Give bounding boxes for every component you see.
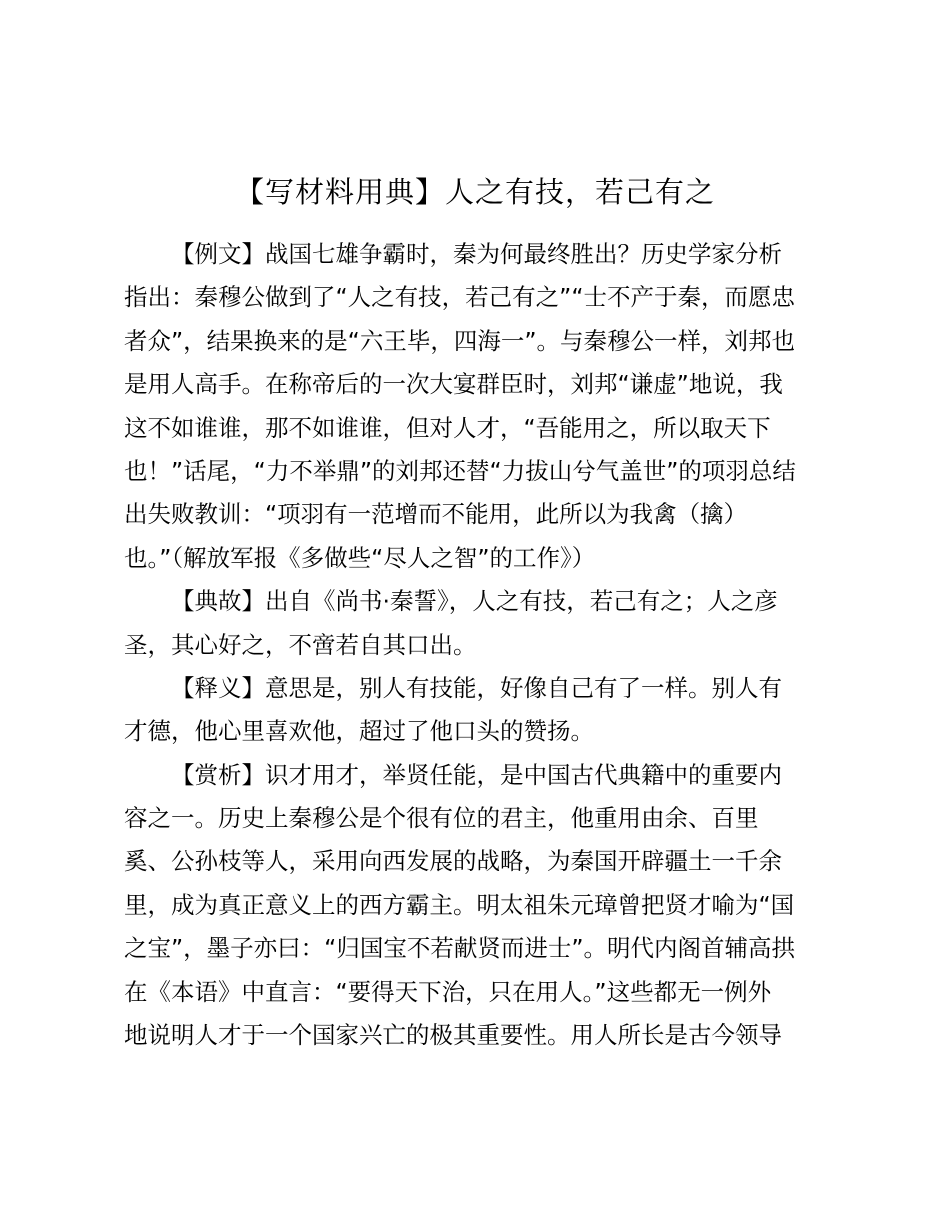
paragraph-line: 地说明人才于一个国家兴亡的极其重要性。用人所长是古今领导 (124, 1021, 782, 1050)
paragraph-line: 这不如谁谁，那不如谁谁，但对人才，“吾能用之，所以取天下 (124, 413, 771, 442)
paragraph-line: 也。”（解放军报《多做些“尽人之智”的工作》） (124, 543, 596, 572)
paragraph-line: 【例文】战国七雄争霸时，秦为何最终胜出？历史学家分析 (171, 240, 782, 268)
paragraph-line: 【释义】意思是，别人有技能，好像自己有了一样。别人有 (171, 673, 782, 702)
paragraph-line: 也！”话尾，“力不举鼎”的刘邦还替“力拔山兮气盖世”的项羽总结 (124, 456, 796, 485)
document-body (124, 233, 836, 1057)
paragraph-line: 才德，他心里喜欢他，超过了他口头的赞扬。 (124, 717, 594, 746)
paragraph-line: 出失败教训：“项羽有一范增而不能用，此所以为我禽（擒） (124, 500, 748, 529)
paragraph-line: 里，成为真正意义上的西方霸主。明太祖朱元璋曾把贤才喻为“国 (124, 890, 795, 919)
paragraph-line: 圣，其心好之，不啻若自其口出。 (124, 630, 477, 659)
paragraph-line: 【典故】出自《尚书·秦誓》，人之有技，若己有之；人之彦 (171, 587, 778, 616)
paragraph-line: 是用人高手。在称帝后的一次大宴群臣时，刘邦“谦虚”地说，我 (124, 370, 783, 399)
paragraph-line: 指出：秦穆公做到了“人之有技，若己有之”“士不产于秦，而愿忠 (124, 283, 796, 312)
document-title: 【写材料用典】人之有技，若己有之 (234, 175, 715, 209)
paragraph-line: 在《本语》中直言：“要得天下治，只在用人。”这些都无一例外 (124, 977, 772, 1006)
paragraph-line: 之宝”，墨子亦曰：“归国宝不若献贤而进士”。明代内阁首辅高拱 (124, 934, 796, 963)
paragraph-line: 者众”，结果换来的是“六王毕，四海一”。与秦穆公一样，刘邦也 (124, 326, 796, 355)
paragraph-line: 奚、公孙枝等人，采用向西发展的战略，为秦国开辟疆土一千余 (124, 847, 782, 876)
paragraph-line: 【赏析】识才用才，举贤任能，是中国古代典籍中的重要内 (171, 760, 782, 789)
paragraph-line: 容之一。历史上秦穆公是个很有位的君主，他重用由余、百里 (124, 804, 759, 833)
